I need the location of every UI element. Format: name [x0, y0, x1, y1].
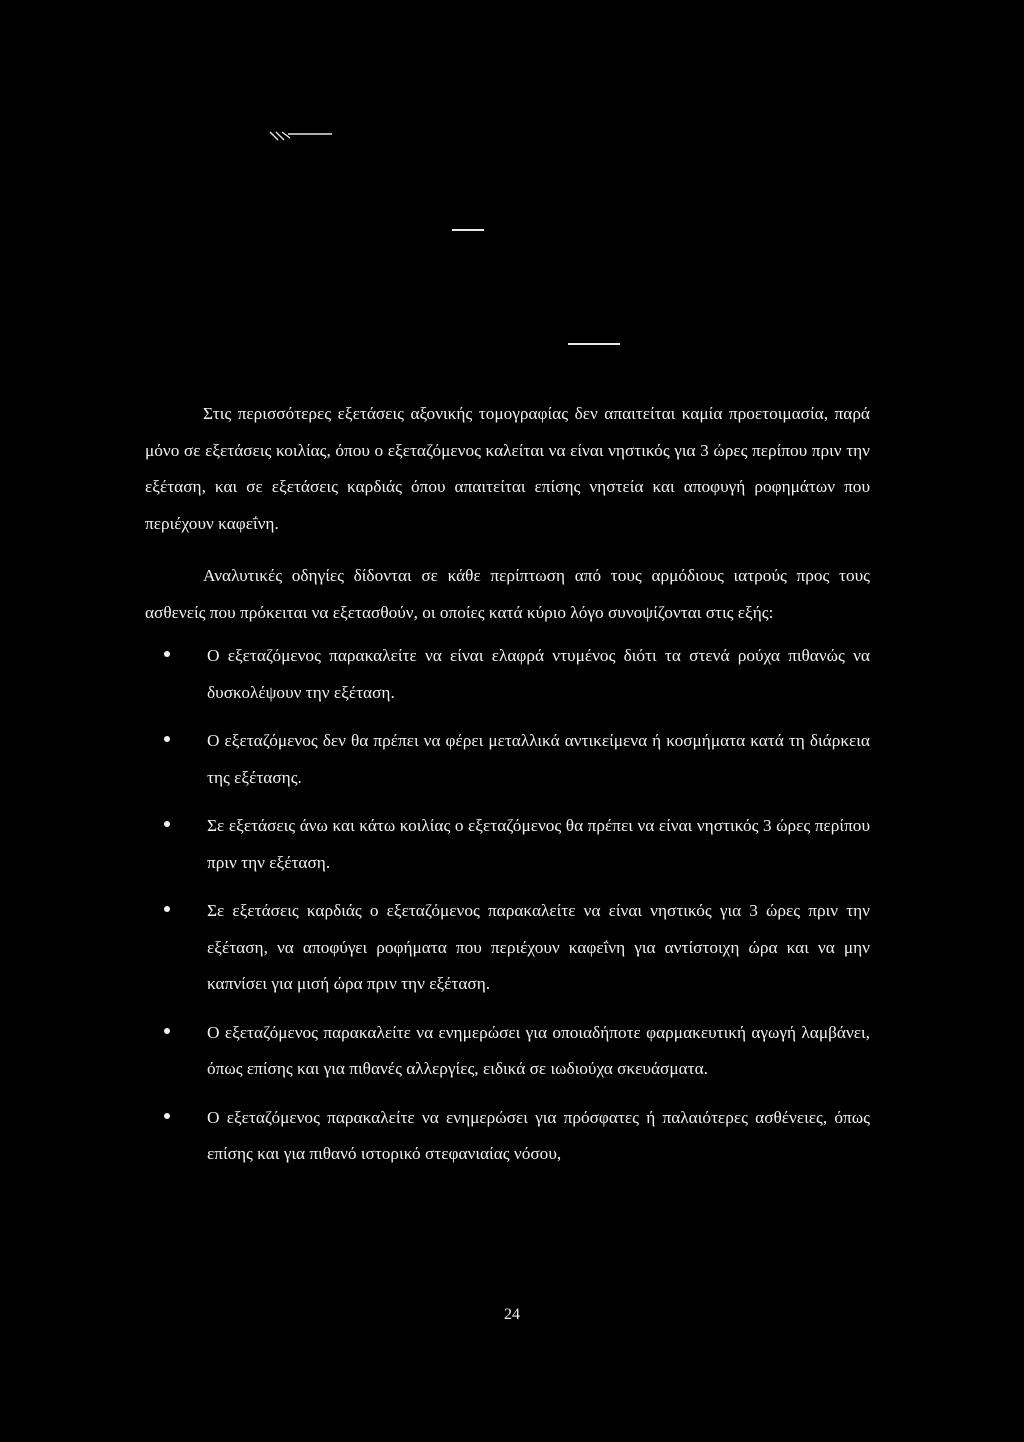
list-item [145, 893, 870, 1003]
page-body [145, 396, 870, 1185]
list-item-text: Ο εξεταζόμενος παρακαλείτε να είναι ελαφρά ντυμένος διότι τα στενά ρούχα πιθανώς να δυσκολέψουν την εξέταση. [207, 646, 870, 702]
bullet-icon [164, 906, 170, 912]
scan-artifact-mark [266, 128, 336, 146]
list-item-text: Ο εξεταζόμενος παρακαλείτε να ενημερώσει για πρόσφατες ή παλαιότερες ασθένειες, όπως επίσης και για πιθανό ιστορικό στεφανιαίας νόσου, [207, 1107, 870, 1163]
scan-artifact-line [452, 229, 484, 231]
bullet-icon [164, 1113, 170, 1119]
scan-artifact-line [568, 343, 620, 345]
intro-paragraph: Αναλυτικές οδηγίες δίδονται σε κάθε περίπτωση από τους αρμόδιους ιατρούς προς τους ασθενείς που πρόκειται να εξετασθούν, οι οποίες κατά κύριο λόγο συνοψίζονται στις εξής: [145, 566, 870, 622]
instructions-list [145, 638, 870, 1173]
list-item-text: Ο εξεταζόμενος δεν θα πρέπει να φέρει μεταλλικά αντικείμενα ή κοσμήματα κατά τη διάρκεια της εξέτασης. [207, 731, 870, 787]
list-item-text: Ο εξεταζόμενος παρακαλείτε να ενημερώσει για οποιαδήποτε φαρμακευτική αγωγή λαμβάνει, όπως επίσης και για πιθανές αλλεργίες, ειδικά σε ιωδιούχα σκευάσματα. [207, 1022, 870, 1078]
list-item-text: Σε εξετάσεις καρδιάς ο εξεταζόμενος παρακαλείτε να είναι νηστικός για 3 ώρες πριν την εξέταση, να αποφύγει ροφήματα που περιέχουν καφεΐνη για αντίστοιχη ώρα και να μην καπνίσει για μισή ώρα πριν την εξέταση. [207, 901, 870, 993]
list-item [145, 1100, 870, 1173]
bullet-icon [164, 1028, 170, 1034]
list-item-text: Σε εξετάσεις άνω και κάτω κοιλίας ο εξεταζόμενος θα πρέπει να είναι νηστικός 3 ώρες περίπου πριν την εξέταση. [207, 816, 870, 872]
list-item [145, 723, 870, 796]
bullet-icon [164, 736, 170, 742]
list-item [145, 808, 870, 881]
list-item [145, 1015, 870, 1088]
bullet-icon [164, 651, 170, 657]
intro-paragraph: Στις περισσότερες εξετάσεις αξονικής τομογραφίας δεν απαιτείται καμία προετοιμασία, παρά μόνο σε εξετάσεις κοιλίας, όπου ο εξεταζόμενος καλείται να είναι νηστικός για 3 ώρες περίπου πριν την εξέταση, και σε εξετάσεις καρδιάς όπου απαιτείται επίσης νηστεία και αποφυγή ροφημάτων που περιέχουν καφεΐνη. [145, 404, 870, 533]
list-item [145, 638, 870, 711]
page-number: 24 [504, 1306, 520, 1323]
bullet-icon [164, 821, 170, 827]
